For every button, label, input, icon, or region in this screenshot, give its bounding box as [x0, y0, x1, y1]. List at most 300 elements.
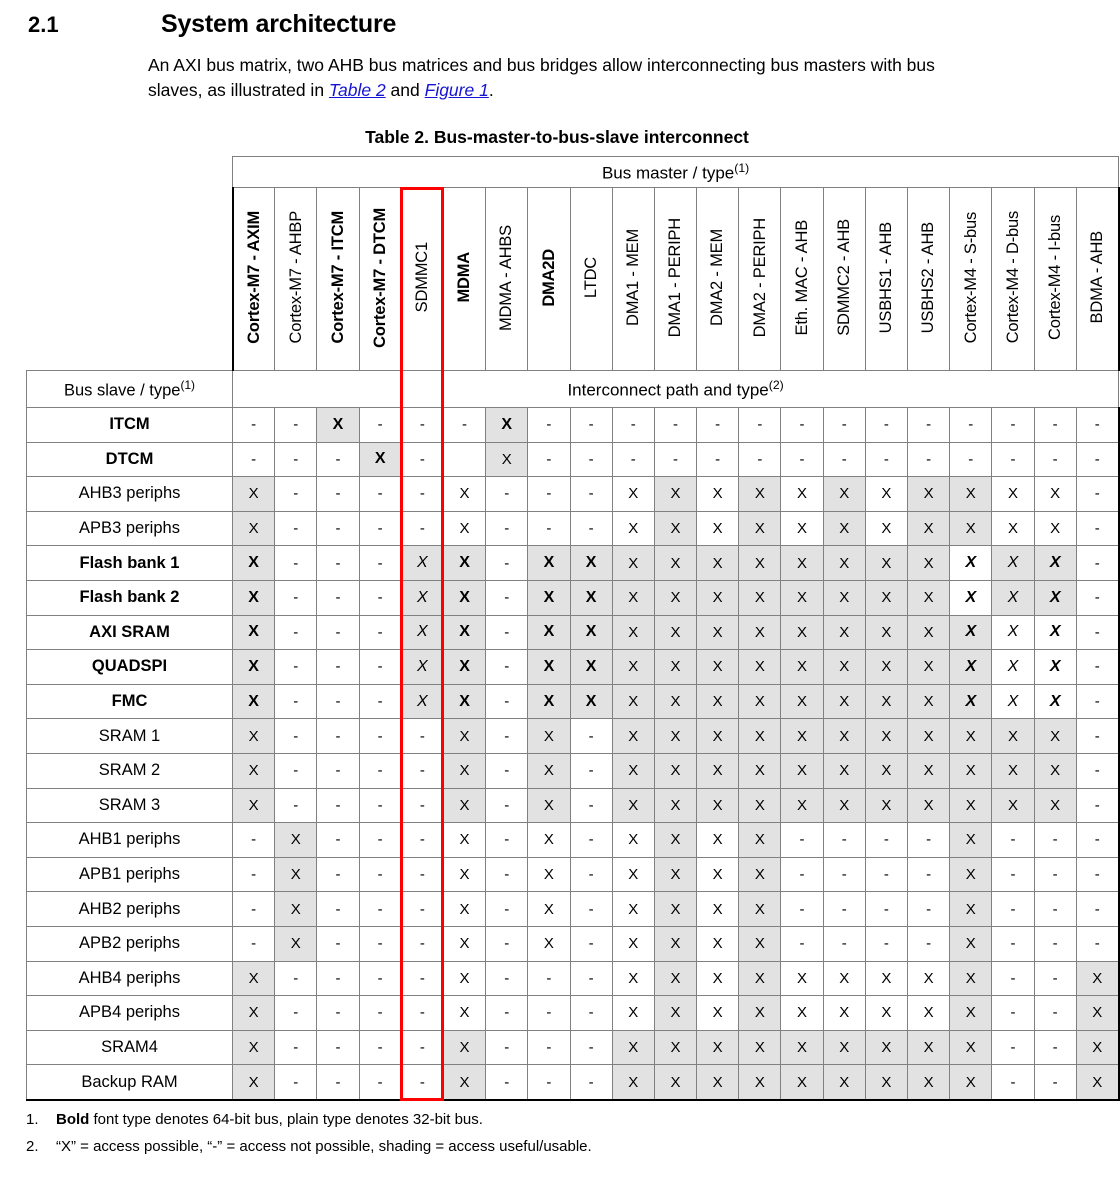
- cell: -: [317, 857, 359, 892]
- table-row: [27, 996, 1119, 1031]
- cell: -: [570, 511, 612, 546]
- cell: -: [1076, 650, 1118, 685]
- row-label-sram-1: SRAM 1: [27, 719, 233, 754]
- cell: X: [401, 580, 443, 615]
- cell: X: [739, 926, 781, 961]
- cell: -: [528, 442, 570, 477]
- column-header-label: SDMMC2 - AHB: [834, 219, 853, 336]
- cell: -: [992, 823, 1034, 858]
- cell: -: [992, 1030, 1034, 1065]
- row-label-apb3-periphs: APB3 periphs: [27, 511, 233, 546]
- cell: X: [654, 477, 696, 512]
- table-row: [27, 1030, 1119, 1065]
- cell: -: [570, 408, 612, 443]
- table-row: [27, 477, 1119, 512]
- cell: X: [823, 1030, 865, 1065]
- cell: -: [908, 823, 950, 858]
- cell: -: [275, 580, 317, 615]
- cell: -: [401, 857, 443, 892]
- cell: X: [823, 996, 865, 1031]
- cell: -: [908, 857, 950, 892]
- cell: X: [654, 719, 696, 754]
- cell: -: [359, 511, 401, 546]
- cell: -: [781, 892, 823, 927]
- cell: X: [697, 961, 739, 996]
- column-header-label: Cortex-M4 - S-bus: [961, 211, 980, 344]
- cell: X: [697, 477, 739, 512]
- cell: X: [781, 546, 823, 581]
- cell: X: [317, 408, 359, 443]
- cell: X: [992, 615, 1034, 650]
- cell: X: [443, 546, 485, 581]
- cell: X: [739, 650, 781, 685]
- cell: -: [401, 1065, 443, 1100]
- cell: -: [317, 996, 359, 1031]
- link-figure-1[interactable]: Figure 1: [424, 80, 489, 100]
- table-row: [27, 684, 1119, 719]
- cell: X: [781, 1030, 823, 1065]
- cell: X: [781, 961, 823, 996]
- row-label-itcm: ITCM: [27, 408, 233, 443]
- cell: -: [950, 442, 992, 477]
- cell: X: [401, 546, 443, 581]
- column-header-dma2d: [528, 188, 570, 371]
- cell: -: [823, 408, 865, 443]
- cell: X: [992, 546, 1034, 581]
- cell: -: [612, 408, 654, 443]
- cell: -: [359, 926, 401, 961]
- cell: -: [739, 408, 781, 443]
- cell: X: [781, 1065, 823, 1100]
- cell: X: [443, 684, 485, 719]
- cell: X: [570, 546, 612, 581]
- cell: X: [908, 511, 950, 546]
- cell: X: [950, 580, 992, 615]
- cell: -: [486, 1065, 528, 1100]
- column-header-label: Cortex-M4 - D-bus: [1003, 211, 1022, 344]
- cell: X: [865, 684, 907, 719]
- table-row: [27, 442, 1119, 477]
- cell: -: [317, 650, 359, 685]
- cell: X: [865, 719, 907, 754]
- cell: X: [739, 1030, 781, 1065]
- cell: -: [275, 753, 317, 788]
- cell: -: [865, 892, 907, 927]
- cell: X: [992, 650, 1034, 685]
- cell: -: [275, 996, 317, 1031]
- cell: -: [359, 961, 401, 996]
- table-corner-blank: [27, 157, 233, 188]
- cell: -: [443, 408, 485, 443]
- cell: X: [654, 753, 696, 788]
- row-label-backup-ram: Backup RAM: [27, 1065, 233, 1100]
- cell: -: [486, 857, 528, 892]
- cell: X: [1034, 546, 1076, 581]
- column-header-cortex-m7-dtcm: [359, 188, 401, 371]
- cell: X: [950, 996, 992, 1031]
- cell: X: [275, 926, 317, 961]
- cell: -: [528, 961, 570, 996]
- cell: X: [950, 719, 992, 754]
- cell: X: [823, 1065, 865, 1100]
- cell: -: [401, 719, 443, 754]
- cell: -: [486, 580, 528, 615]
- cell: -: [359, 408, 401, 443]
- table-caption: Table 2. Bus-master-to-bus-slave interconnect: [365, 127, 749, 147]
- cell: X: [908, 996, 950, 1031]
- cell: X: [233, 996, 275, 1031]
- cell: X: [865, 788, 907, 823]
- bus-slave-header: [27, 371, 233, 408]
- column-header-label: SDMMC1: [413, 242, 432, 313]
- cell: -: [359, 857, 401, 892]
- cell: X: [950, 650, 992, 685]
- column-header-label: USBHS2 - AHB: [919, 221, 938, 334]
- cell: X: [359, 442, 401, 477]
- cell: X: [612, 511, 654, 546]
- cell: -: [1034, 926, 1076, 961]
- cell: -: [359, 650, 401, 685]
- table-row: [27, 926, 1119, 961]
- cell: -: [1076, 753, 1118, 788]
- row-label-quadspi: QUADSPI: [27, 650, 233, 685]
- cell: -: [275, 1030, 317, 1065]
- link-table-2[interactable]: Table 2: [328, 80, 386, 100]
- cell: X: [654, 926, 696, 961]
- cell: X: [992, 580, 1034, 615]
- cell: -: [781, 442, 823, 477]
- cell: X: [654, 1065, 696, 1100]
- cell: X: [443, 753, 485, 788]
- cell: X: [570, 580, 612, 615]
- column-header-usbhs1-ahb: [865, 188, 907, 371]
- cell: X: [697, 892, 739, 927]
- cell: X: [443, 823, 485, 858]
- table-row: [27, 511, 1119, 546]
- column-header-label: Eth. MAC - AHB: [792, 219, 811, 336]
- cell: -: [359, 823, 401, 858]
- cell: X: [697, 684, 739, 719]
- cell: X: [950, 753, 992, 788]
- cell: -: [992, 996, 1034, 1031]
- cell: X: [865, 1030, 907, 1065]
- cell: -: [486, 615, 528, 650]
- cell: X: [739, 684, 781, 719]
- table-row: [27, 580, 1119, 615]
- cell: -: [781, 857, 823, 892]
- column-header-dma1-mem: [612, 188, 654, 371]
- cell: -: [1076, 580, 1118, 615]
- cell: -: [1076, 546, 1118, 581]
- interconnect-header: [233, 371, 1119, 408]
- cell: X: [823, 753, 865, 788]
- cell: -: [823, 892, 865, 927]
- column-header-dma2-periph: [739, 188, 781, 371]
- column-header-label: DMA1 - PERIPH: [666, 217, 685, 338]
- intro-text-end: .: [488, 80, 494, 100]
- cell: -: [275, 615, 317, 650]
- cell: X: [654, 961, 696, 996]
- cell: X: [612, 788, 654, 823]
- cell: -: [865, 857, 907, 892]
- cell: X: [823, 788, 865, 823]
- cell: -: [1034, 1030, 1076, 1065]
- column-header-cortex-m4-d-bus: [992, 188, 1034, 371]
- cell: -: [908, 926, 950, 961]
- cell: X: [1034, 719, 1076, 754]
- table-row: [27, 1065, 1119, 1100]
- cell: X: [1034, 753, 1076, 788]
- cell: -: [739, 442, 781, 477]
- cell: X: [443, 857, 485, 892]
- cell: -: [654, 442, 696, 477]
- column-header-cortex-m7-ahbp: [275, 188, 317, 371]
- cell: X: [908, 650, 950, 685]
- cell: -: [317, 546, 359, 581]
- cell: X: [908, 719, 950, 754]
- cell: X: [443, 892, 485, 927]
- cell: X: [654, 511, 696, 546]
- cell: -: [233, 857, 275, 892]
- cell: X: [992, 511, 1034, 546]
- row-label-dtcm: DTCM: [27, 442, 233, 477]
- cell: X: [612, 546, 654, 581]
- cell: X: [233, 615, 275, 650]
- cell: -: [570, 823, 612, 858]
- cell: -: [275, 788, 317, 823]
- cell: X: [739, 477, 781, 512]
- cell: -: [781, 408, 823, 443]
- row-label-sram4: SRAM4: [27, 1030, 233, 1065]
- cell: X: [908, 788, 950, 823]
- cell: -: [486, 996, 528, 1031]
- cell: -: [1076, 511, 1118, 546]
- cell: -: [275, 511, 317, 546]
- intro-text-mid: and: [385, 80, 425, 100]
- cell: -: [1034, 857, 1076, 892]
- cell: -: [570, 719, 612, 754]
- cell: X: [612, 961, 654, 996]
- cell: X: [739, 961, 781, 996]
- cell: X: [865, 961, 907, 996]
- cell: -: [317, 926, 359, 961]
- cell: -: [317, 961, 359, 996]
- cell: X: [865, 996, 907, 1031]
- table-row: [27, 408, 1119, 443]
- cell: -: [1076, 719, 1118, 754]
- cell: X: [908, 580, 950, 615]
- row-label-apb2-periphs: APB2 periphs: [27, 926, 233, 961]
- cell: -: [1076, 823, 1118, 858]
- column-header-label: DMA2 - PERIPH: [750, 217, 769, 338]
- row-label-sram-3: SRAM 3: [27, 788, 233, 823]
- cell: X: [950, 1065, 992, 1100]
- cell: X: [950, 511, 992, 546]
- cell: X: [781, 511, 823, 546]
- column-header-label: DMA2 - MEM: [708, 228, 727, 326]
- column-header-label: Cortex-M7 - DTCM: [370, 207, 389, 348]
- cell: X: [1034, 615, 1076, 650]
- cell: X: [739, 546, 781, 581]
- cell: -: [992, 408, 1034, 443]
- cell: -: [401, 511, 443, 546]
- cell: -: [486, 684, 528, 719]
- cell: -: [486, 477, 528, 512]
- footnote-number: 2.: [26, 1137, 39, 1155]
- cell: X: [908, 546, 950, 581]
- cell: X: [233, 1030, 275, 1065]
- cell: -: [528, 511, 570, 546]
- intro-paragraph: [148, 53, 943, 103]
- cell: -: [317, 442, 359, 477]
- table-row: [27, 546, 1119, 581]
- column-header-label: BDMA - AHB: [1087, 231, 1106, 324]
- cell: -: [1076, 615, 1118, 650]
- cell: X: [992, 477, 1034, 512]
- cell: X: [823, 719, 865, 754]
- cell: -: [1034, 823, 1076, 858]
- cell: X: [233, 753, 275, 788]
- cell: X: [612, 1065, 654, 1100]
- cell: -: [570, 1065, 612, 1100]
- cell: X: [528, 823, 570, 858]
- cell: X: [443, 511, 485, 546]
- cell: X: [908, 1065, 950, 1100]
- cell: -: [823, 442, 865, 477]
- cell: -: [1076, 477, 1118, 512]
- footnote-text: Bold font type denotes 64-bit bus, plain type denotes 32-bit bus.: [56, 1110, 483, 1128]
- row-label-ahb4-periphs: AHB4 periphs: [27, 961, 233, 996]
- cell: X: [612, 615, 654, 650]
- cell: X: [950, 788, 992, 823]
- cell: -: [275, 1065, 317, 1100]
- cell: -: [528, 477, 570, 512]
- cell: X: [654, 615, 696, 650]
- interconnect-header-sup: (2): [768, 377, 784, 392]
- cell: X: [865, 615, 907, 650]
- footnote-2: [26, 1138, 1084, 1155]
- column-header-label: LTDC: [581, 256, 600, 299]
- row-label-flash-bank-1: Flash bank 1: [27, 546, 233, 581]
- cell: X: [443, 926, 485, 961]
- cell: -: [570, 753, 612, 788]
- cell: X: [865, 511, 907, 546]
- cell: X: [528, 580, 570, 615]
- cell: X: [823, 580, 865, 615]
- column-header-sdmmc2-ahb: [823, 188, 865, 371]
- cell: X: [654, 857, 696, 892]
- cell: X: [739, 1065, 781, 1100]
- cell: -: [317, 511, 359, 546]
- cell: -: [486, 546, 528, 581]
- cell: -: [486, 650, 528, 685]
- cell: X: [781, 615, 823, 650]
- cell: -: [486, 892, 528, 927]
- cell: X: [823, 615, 865, 650]
- footnote-text: “X” = access possible, “-” = access not possible, shading = access useful/usable.: [56, 1137, 592, 1155]
- cell: -: [401, 892, 443, 927]
- header-banner-row: [27, 157, 1119, 188]
- cell: X: [1034, 650, 1076, 685]
- column-header-label: DMA1 - MEM: [624, 228, 643, 326]
- cell: X: [781, 719, 823, 754]
- cell: -: [359, 996, 401, 1031]
- cell: X: [908, 615, 950, 650]
- cell: -: [781, 823, 823, 858]
- row-label-fmc: FMC: [27, 684, 233, 719]
- cell: -: [359, 580, 401, 615]
- table-row: [27, 823, 1119, 858]
- cell: X: [528, 857, 570, 892]
- cell: X: [697, 546, 739, 581]
- cell: X: [739, 892, 781, 927]
- cell: X: [233, 511, 275, 546]
- bus-slave-header-sup: (1): [180, 377, 195, 392]
- cell: -: [359, 719, 401, 754]
- cell: X: [401, 684, 443, 719]
- cell: X: [697, 1030, 739, 1065]
- column-header-cortex-m4-s-bus: [950, 188, 992, 371]
- cell: -: [865, 823, 907, 858]
- cell: X: [654, 892, 696, 927]
- cell: X: [908, 1030, 950, 1065]
- cell: X: [443, 1030, 485, 1065]
- cell: -: [865, 408, 907, 443]
- cell: X: [697, 753, 739, 788]
- cell: -: [486, 511, 528, 546]
- cell: X: [528, 719, 570, 754]
- row-label-sram-2: SRAM 2: [27, 753, 233, 788]
- row-label-flash-bank-2: Flash bank 2: [27, 580, 233, 615]
- cell: -: [570, 1030, 612, 1065]
- column-header-label: DMA2D: [539, 248, 558, 307]
- cell: -: [1034, 408, 1076, 443]
- cell: X: [612, 753, 654, 788]
- cell: -: [865, 926, 907, 961]
- cell: -: [865, 442, 907, 477]
- cell: -: [275, 442, 317, 477]
- cell: -: [570, 926, 612, 961]
- cell: X: [443, 719, 485, 754]
- cell: X: [233, 788, 275, 823]
- cell: -: [1076, 684, 1118, 719]
- cell: X: [233, 1065, 275, 1100]
- cell: X: [865, 753, 907, 788]
- column-header-label: Cortex-M7 - AXIM: [244, 211, 263, 344]
- cell: -: [1034, 1065, 1076, 1100]
- cell: X: [443, 1065, 485, 1100]
- cell: X: [612, 857, 654, 892]
- cell: X: [992, 719, 1034, 754]
- column-header-label: USBHS1 - AHB: [877, 221, 896, 334]
- cell: -: [697, 442, 739, 477]
- cell: X: [528, 892, 570, 927]
- cell: X: [865, 477, 907, 512]
- cell: -: [908, 442, 950, 477]
- cell: X: [654, 788, 696, 823]
- section-number: 2.1: [28, 12, 59, 37]
- cell: X: [612, 580, 654, 615]
- cell: X: [401, 650, 443, 685]
- table-row: [27, 892, 1119, 927]
- cell: X: [570, 684, 612, 719]
- cell: X: [275, 857, 317, 892]
- bus-master-banner-sup: (1): [734, 160, 750, 175]
- cell: X: [950, 857, 992, 892]
- cell: -: [401, 477, 443, 512]
- cell: X: [1076, 961, 1118, 996]
- cell: X: [401, 615, 443, 650]
